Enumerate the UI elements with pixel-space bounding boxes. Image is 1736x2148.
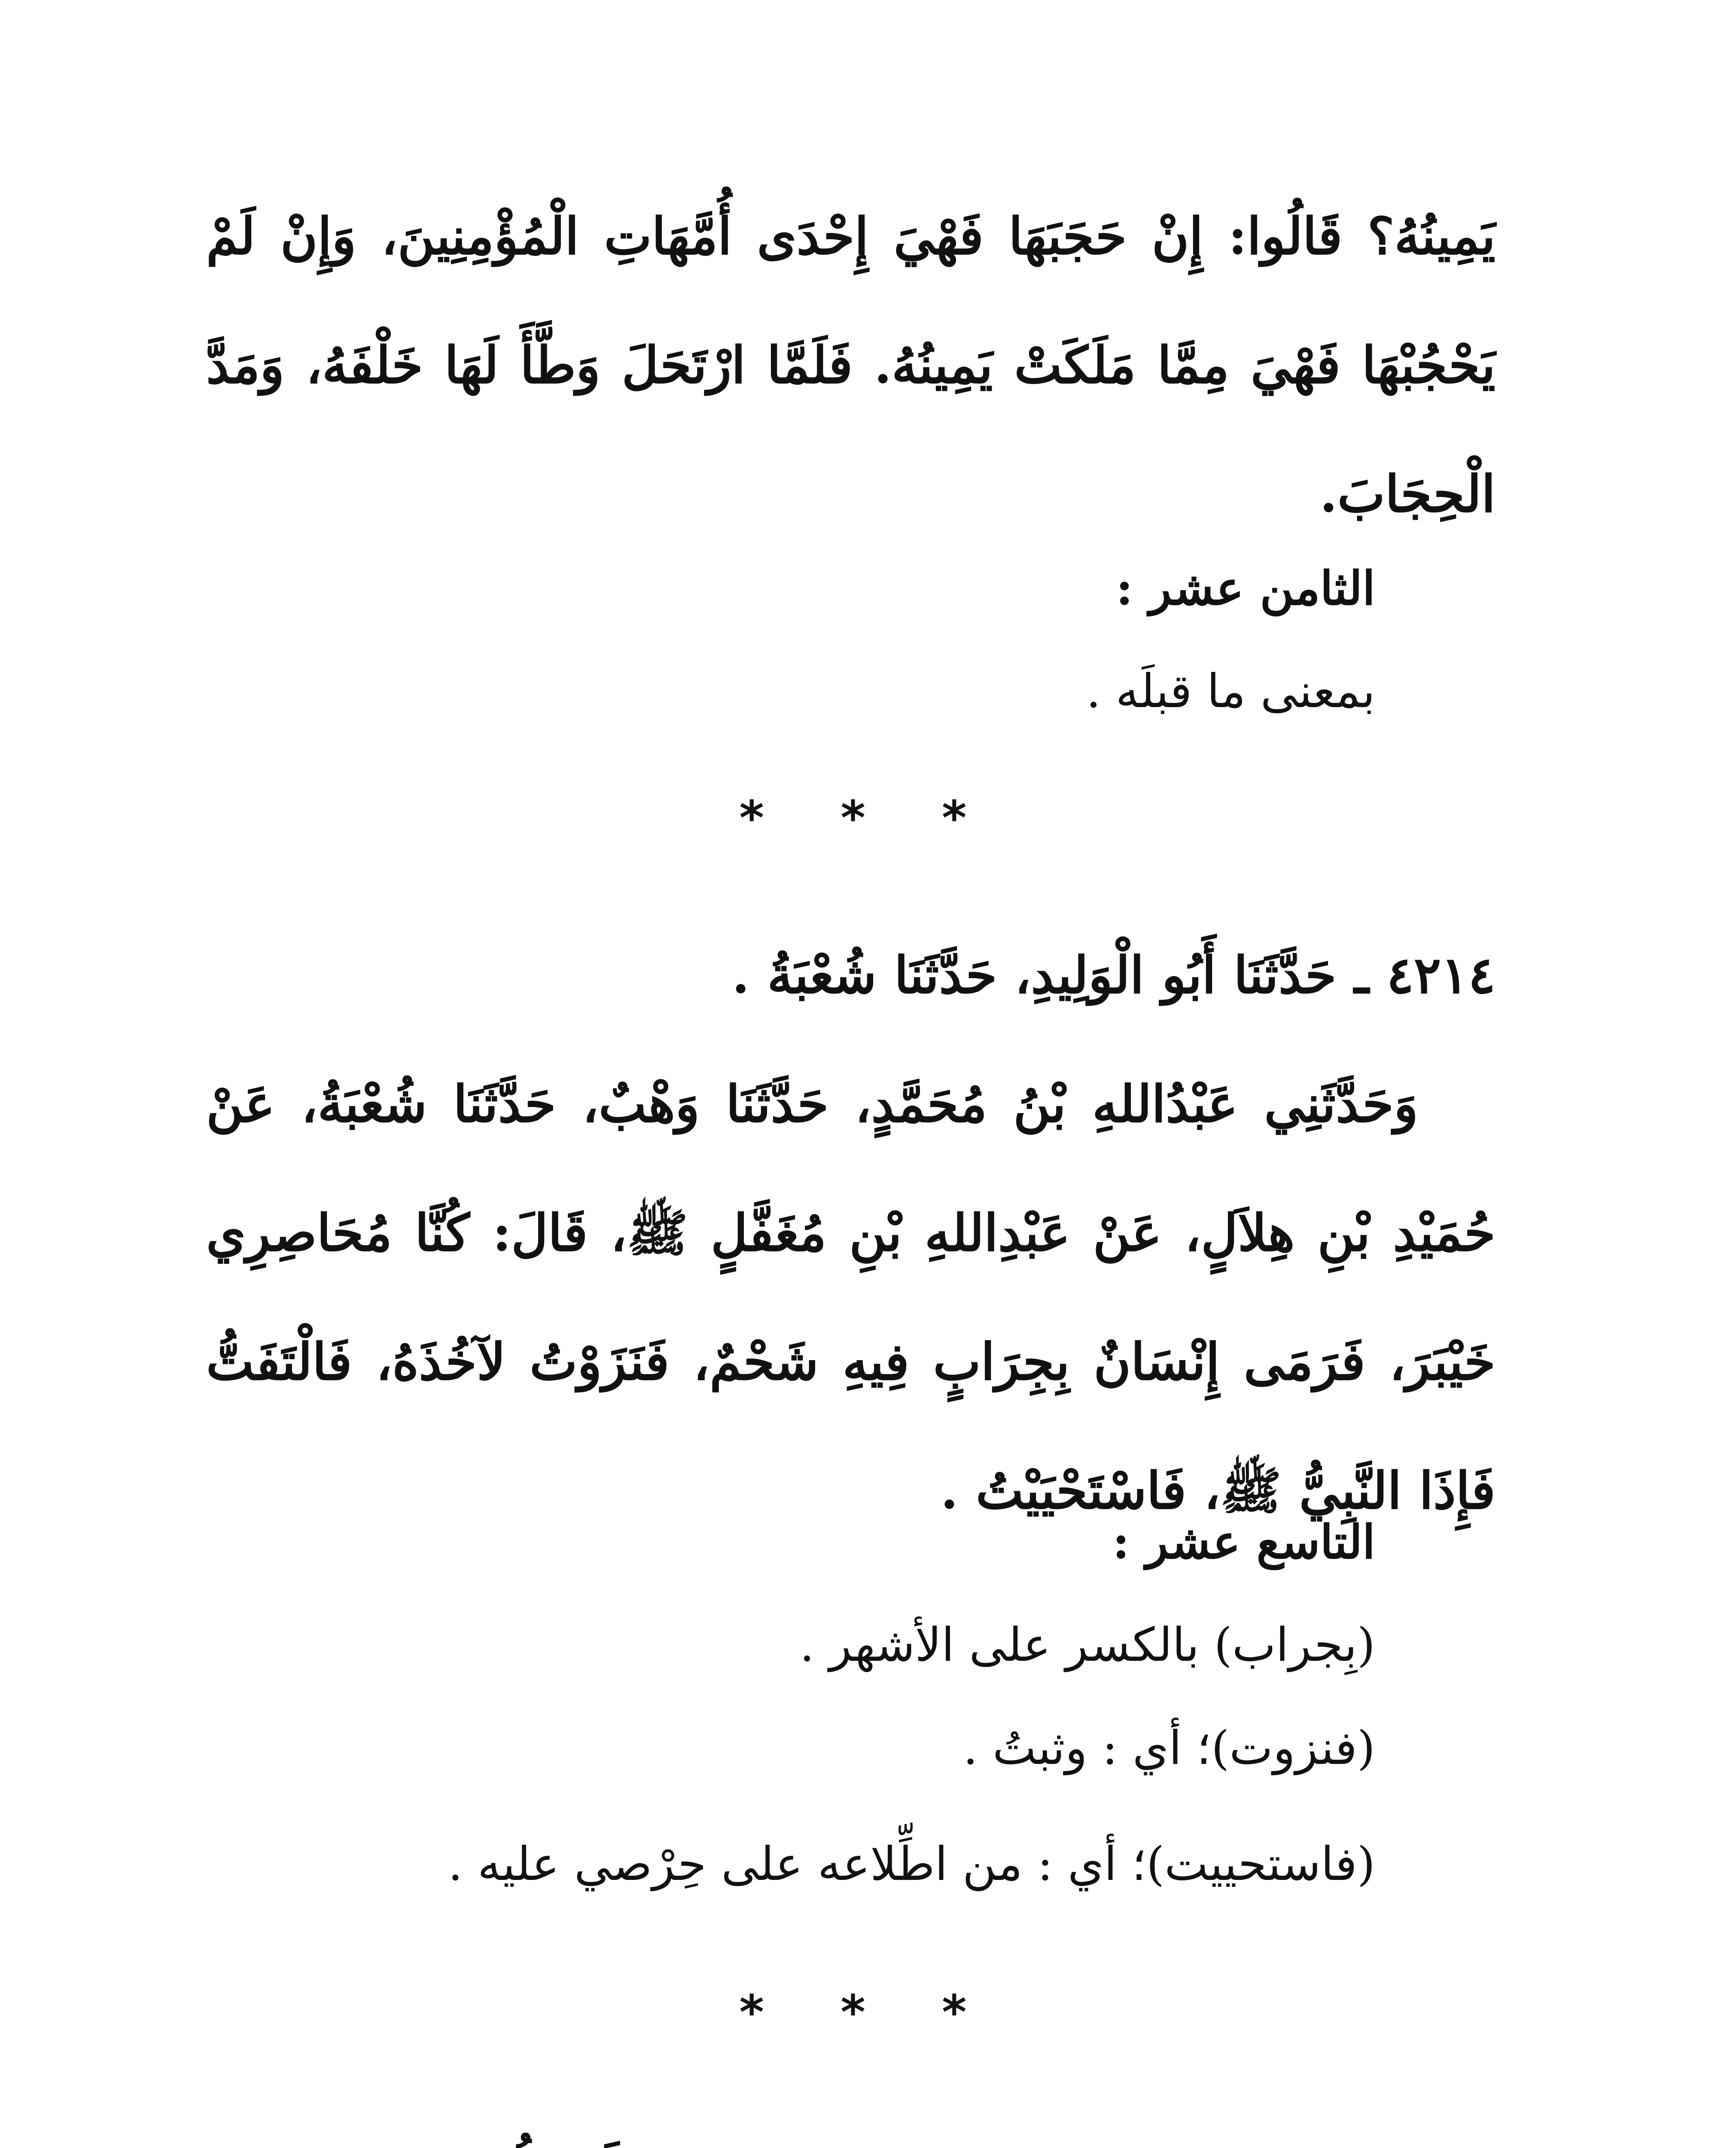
hadith-4215 bbox=[206, 2118, 1495, 2148]
commentary-18-heading: الثامن عشر : bbox=[1116, 561, 1375, 616]
hadith-continuation-paragraph bbox=[206, 172, 1495, 558]
hadith-4215-first-line bbox=[206, 2118, 1495, 2148]
commentary-19-note-2: (فنزوت)؛ أي : وثبتُ . bbox=[963, 1721, 1375, 1775]
hadith-4214-isnad-line: ٤٢١٤ ـ حَدَّثَنَا أَبُو الْوَلِيدِ، حَدَّثَنَا شُعْبَةُ . bbox=[732, 945, 1495, 1005]
hadith-continuation-text: يَمِينُهُ؟ قَالُوا: إِنْ حَجَبَهَا فَهْيَ إِحْدَى أُمَّهَاتِ الْمُؤْمِنِينَ، وَإِنْ لَمْ يَحْجُبْهَا فَهْيَ مِمَّا مَلَكَتْ يَمِينُهُ. فَلَمَّا ارْتَحَلَ وَطَّأَ لَهَا خَلْفَهُ، وَمَدَّ الْحِجَابَ. bbox=[206, 206, 1495, 524]
section-separator: * * * bbox=[739, 790, 997, 845]
section-separator-2: * * * bbox=[739, 1985, 997, 2040]
commentary-19-note-3: (فاستحييت)؛ أي : من اطِّلاعه على حِرْصي عليه . bbox=[448, 1837, 1375, 1891]
commentary-19 bbox=[206, 1491, 1375, 1916]
hadith-4214 bbox=[206, 911, 1495, 1555]
commentary-18-text: بمعنى ما قبلَه . bbox=[1086, 665, 1375, 718]
commentary-18 bbox=[206, 537, 1375, 743]
commentary-19-note-1: (بِجراب) بالكسر على الأشهر . bbox=[799, 1618, 1375, 1672]
commentary-19-heading: التاسع عشر : bbox=[1112, 1515, 1375, 1569]
hadith-4214-body: وَحَدَّثَنِي عَبْدُاللهِ بْنُ مُحَمَّدٍ، حَدَّثَنَا وَهْبٌ، حَدَّثَنَا شُعْبَةُ، عَنْ حُمَيْدِ بْنِ هِلاَلٍ، عَنْ عَبْدِاللهِ بْنِ مُغَفَّلٍ ﷺ، قَالَ: كُنَّا مُحَاصِرِي خَيْبَرَ، فَرَمَى إِنْسَانٌ بِجِرَابٍ فِيهِ شَحْمٌ، فَنَزَوْتُ لآخُذَهُ، فَالْتَفَتُّ فَإِذَا النَّبِيُّ ﷺ، فَاسْتَحْيَيْتُ . bbox=[206, 1074, 1495, 1520]
